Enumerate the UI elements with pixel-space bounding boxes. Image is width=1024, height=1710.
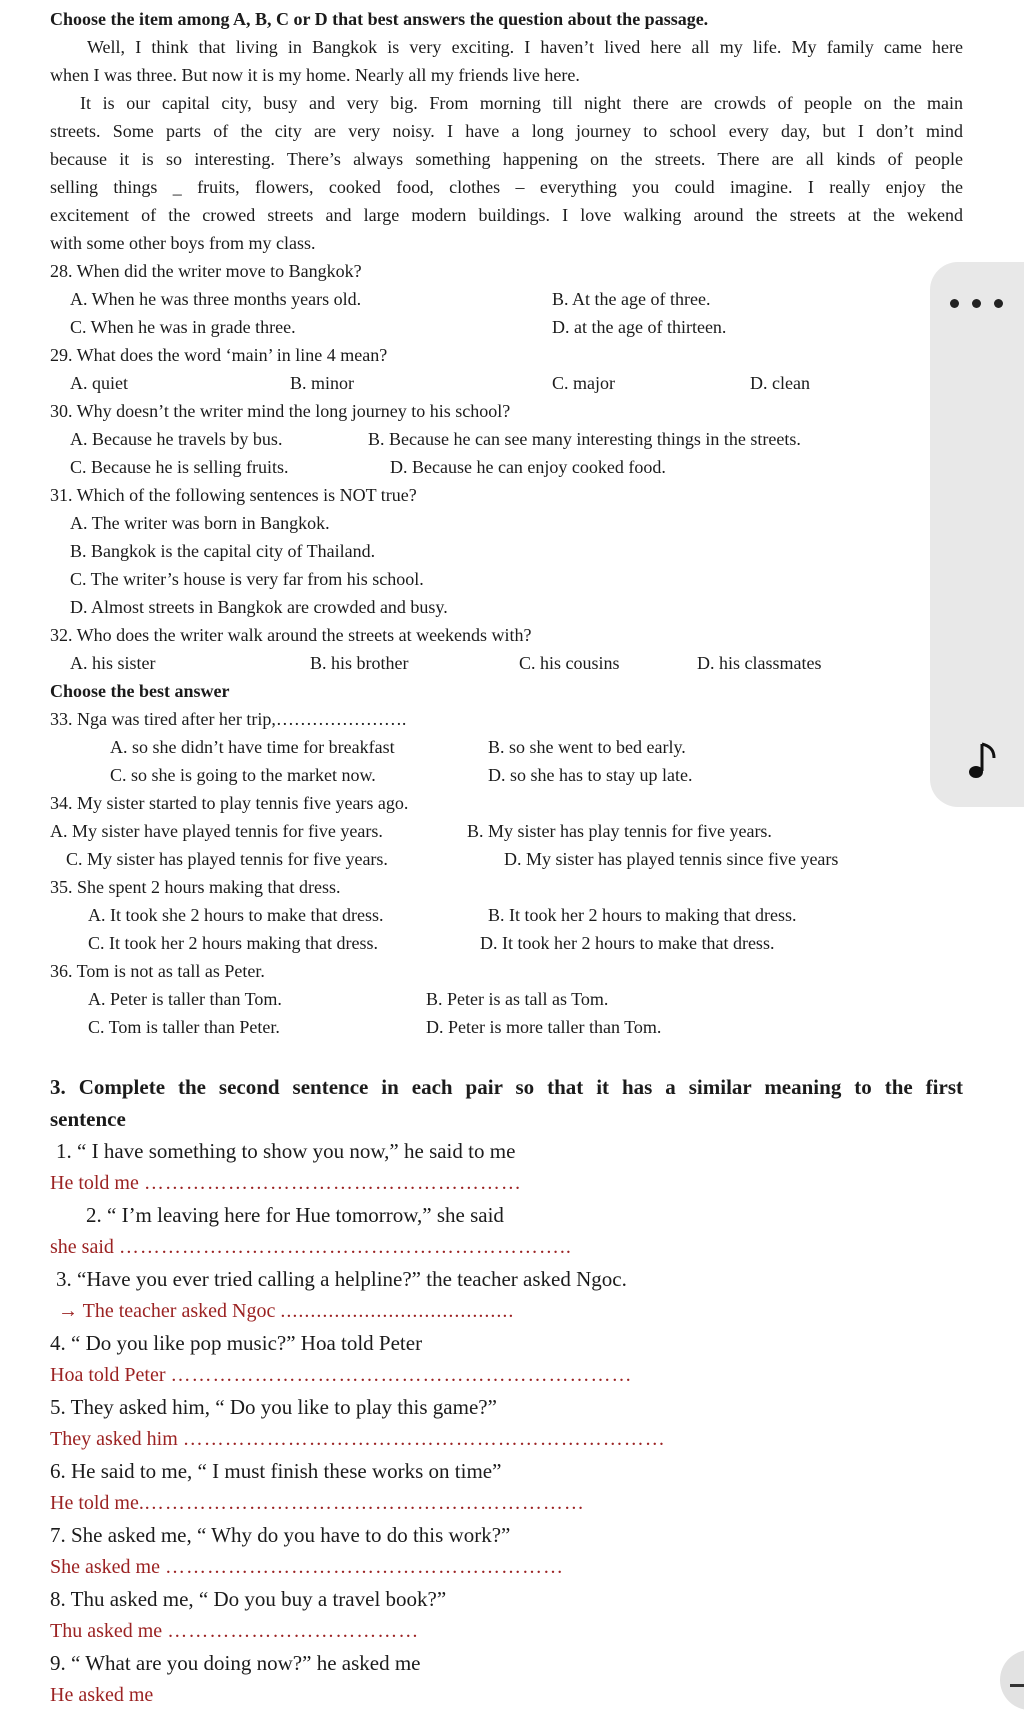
question-stem: 34. My sister started to play tennis five years ago. [50,793,409,813]
question-stem: 32. Who does the writer walk around the streets at weekends with? [50,625,532,645]
rewrite-answer-line[interactable] [50,1489,585,1517]
rewrite-question: 8. Thu asked me, “ Do you buy a travel book?” [50,1587,447,1611]
passage-line: when I was three. But now it is my home. Nearly all my friends live here. [50,65,580,85]
passage-line: streets. Some parts of the city are very noisy. I have a long journey to school every day, but I don’t mind [50,121,963,141]
section-heading: Choose the best answer [50,681,230,701]
section-heading-cont: sentence [50,1107,126,1131]
option-d: D. It took her 2 hours to make that dress. [480,933,775,953]
rewrite-question: 9. “ What are you doing now?” he asked me [50,1651,421,1675]
option-b: B. his brother [310,653,409,673]
answer-prompt: she said [50,1236,119,1258]
rewrite-question: 3. “Have you ever tried calling a helpline?” the teacher asked Ngoc. [56,1267,627,1291]
option-d: D. Peter is more taller than Tom. [426,1017,662,1037]
rewrite-question: 7. She asked me, “ Why do you have to do this work?” [50,1523,511,1547]
rewrite-answer-line[interactable] [50,1233,572,1261]
section-heading: 3. Complete the second sentence in each pair so that it has a similar meaning to the first [50,1075,963,1099]
option-d: D. My sister has played tennis since five years [504,849,839,869]
more-options-icon[interactable] [948,296,1008,310]
answer-blank: ………………………………………………………… [170,1364,633,1386]
option-b: B. Bangkok is the capital city of Thailand. [70,541,376,561]
answer-blank: ……………………………………………… [143,1172,522,1194]
answer-blank: ……………………………… [167,1620,420,1642]
question-stem: 29. What does the word ‘main’ in line 4 mean? [50,345,388,365]
rewrite-question: 4. “ Do you like pop music?” Hoa told Peter [50,1331,423,1355]
option-b: B. My sister has play tennis for five years. [467,821,772,841]
option-b: B. Peter is as tall as Tom. [426,989,609,1009]
option-a: A. My sister have played tennis for five years. [50,821,383,841]
passage-line: with some other boys from my class. [50,233,316,253]
answer-prompt: He asked me [50,1684,154,1706]
answer-blank: ………………………………………………… [164,1556,564,1578]
answer-prompt: Thu asked me [50,1620,168,1642]
rewrite-answer-line[interactable] [50,1425,666,1453]
passage-line: It is our capital city, busy and very big. From morning till night there are crowds of people on the main [80,93,963,113]
answer-prompt: He told me [50,1172,144,1194]
answer-prompt: She asked me [50,1556,165,1578]
rewrite-answer-line[interactable] [50,1553,564,1581]
option-d: D. so she has to stay up late. [488,765,693,785]
option-a: A. his sister [70,653,156,673]
answer-blank: ……………………………………………………….. [118,1236,572,1258]
rewrite-answer-line[interactable] [50,1169,522,1197]
option-b: B. At the age of three. [552,289,711,309]
option-c: C. When he was in grade three. [70,317,296,337]
answer-blank: ……………………………………………………… [143,1492,585,1514]
option-c: C. The writer’s house is very far from his school. [70,569,424,589]
option-b: B. so she went to bed early. [488,737,686,757]
option-c: C. so she is going to the market now. [110,765,376,785]
answer-blank: ....................................... [280,1300,515,1322]
option-c: C. major [552,373,615,393]
option-d: D. clean [750,373,810,393]
passage-line: Well, I think that living in Bangkok is very exciting. I haven’t lived here all my life. My family came here [87,37,963,57]
rewrite-question: 1. “ I have something to show you now,” he said to me [56,1139,516,1163]
option-a: A. It took she 2 hours to make that dress. [88,905,384,925]
option-d: D. his classmates [697,653,822,673]
minimize-icon [1010,1684,1024,1687]
answer-prompt: → The teacher asked Ngoc [58,1300,281,1322]
option-a: A. Because he travels by bus. [70,429,283,449]
rewrite-answer-line[interactable] [58,1297,514,1325]
option-b: B. Because he can see many interesting things in the streets. [368,429,801,449]
option-a: A. The writer was born in Bangkok. [70,513,330,533]
passage-line: because it is so interesting. There’s always something happening on the streets. There are all kinds of people [50,149,963,169]
question-stem: 35. She spent 2 hours making that dress. [50,877,341,897]
option-c: C. Because he is selling fruits. [70,457,289,477]
option-c: C. Tom is taller than Peter. [88,1017,280,1037]
option-b: B. It took her 2 hours to making that dress. [488,905,797,925]
question-stem: 30. Why doesn’t the writer mind the long journey to his school? [50,401,511,421]
passage-instruction: Choose the item among A, B, C or D that best answers the question about the passage. [50,9,709,29]
passage-line: excitement of the crowed streets and large modern buildings. I love walking around the streets at the wekend [50,205,963,225]
option-a: A. When he was three months years old. [70,289,362,309]
rewrite-question: 5. They asked him, “ Do you like to play this game?” [50,1395,497,1419]
music-note-icon[interactable] [968,742,998,780]
option-b: B. minor [290,373,355,393]
option-d: D. Because he can enjoy cooked food. [390,457,666,477]
side-toolbar [930,262,1024,807]
answer-prompt: They asked him [50,1428,183,1450]
rewrite-answer-line[interactable] [50,1617,419,1645]
answer-blank: …………………………………………………………… [182,1428,666,1450]
question-stem: 28. When did the writer move to Bangkok? [50,261,362,281]
answer-prompt: He told me. [50,1492,144,1514]
rewrite-answer-line[interactable] [50,1681,153,1709]
option-c: C. My sister has played tennis for five years. [66,849,388,869]
option-a: A. quiet [70,373,128,393]
answer-prompt: Hoa told Peter [50,1364,171,1386]
rewrite-question: 2. “ I’m leaving here for Hue tomorrow,” she said [86,1203,504,1227]
option-a: A. Peter is taller than Tom. [88,989,282,1009]
passage-line: selling things _ fruits, flowers, cooked food, clothes – everything you could imagine. I really enjoy the [50,177,963,197]
option-d: D. at the age of thirteen. [552,317,727,337]
option-c: C. his cousins [519,653,620,673]
question-stem: 36. Tom is not as tall as Peter. [50,961,265,981]
question-stem: 31. Which of the following sentences is NOT true? [50,485,417,505]
option-a: A. so she didn’t have time for breakfast [110,737,395,757]
option-c: C. It took her 2 hours making that dress. [88,933,378,953]
question-stem: 33. Nga was tired after her trip,…………………. [50,709,407,729]
rewrite-question: 6. He said to me, “ I must finish these works on time” [50,1459,502,1483]
option-d: D. Almost streets in Bangkok are crowded and busy. [70,597,448,617]
rewrite-answer-line[interactable] [50,1361,633,1389]
